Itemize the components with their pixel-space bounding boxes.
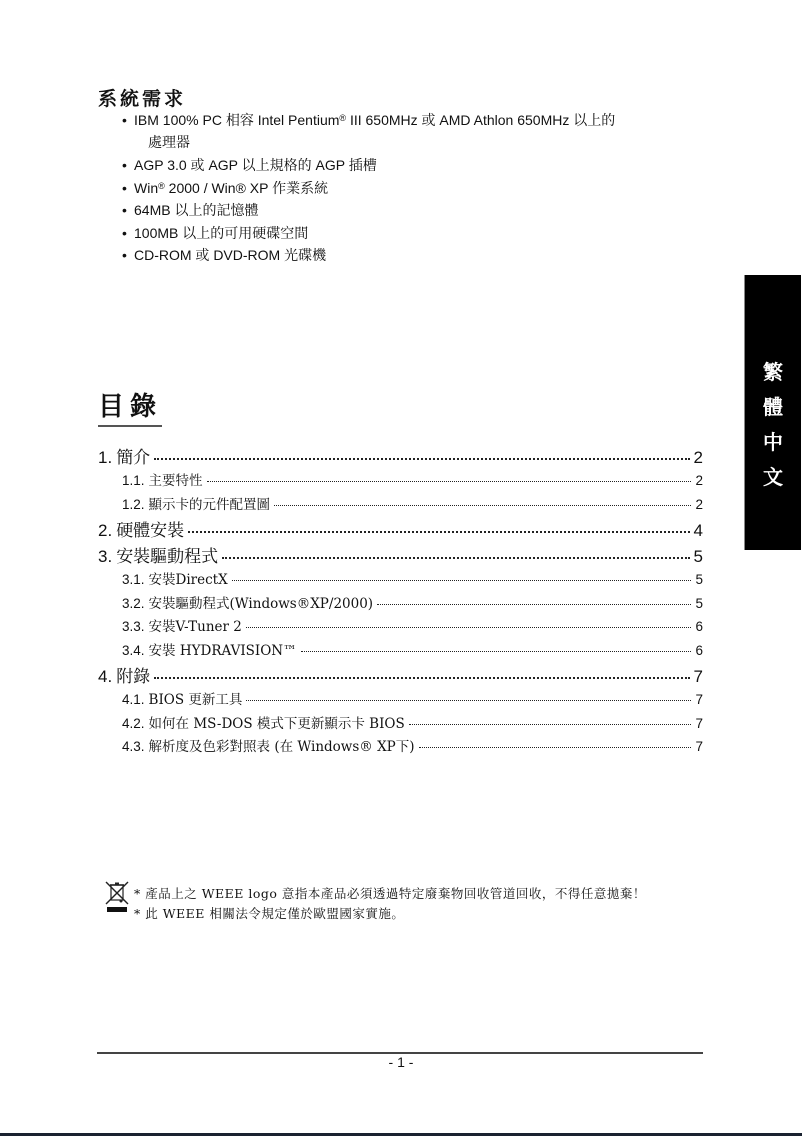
side-tab-char: 體 — [763, 395, 783, 419]
toc-entry-title: 安裝DirectX — [148, 572, 228, 588]
toc-entry[interactable]: 3.1. 安裝DirectX 5 — [98, 568, 703, 592]
dot-leader — [154, 676, 689, 679]
toc-page-number: 2 — [695, 473, 703, 488]
table-of-contents — [98, 443, 703, 759]
side-tab-char: 文 — [763, 465, 783, 489]
toc-entry-title: 主要特性 — [148, 473, 203, 489]
requirement-item: • AGP 3.0 或 AGP 以上規格的 AGP 插槽 — [122, 154, 615, 177]
toc-entry-title: 附錄 — [116, 667, 151, 687]
toc-entry-title: 安裝 HYDRAVISION™ — [148, 642, 297, 659]
toc-entry[interactable]: 4.2. 如何在 MS-DOS 模式下更新顯示卡 BIOS 7 — [98, 712, 703, 736]
toc-page-number: 4 — [693, 521, 703, 540]
dot-leader — [301, 650, 691, 652]
requirement-item: • IBM 100% PC 相容 Intel Pentium® III 650MHz 或 AMD Athlon 650MHz 以上的 — [122, 109, 615, 132]
requirements-title: 系統需求 — [98, 88, 187, 110]
side-tab-char: 中 — [763, 430, 783, 454]
toc-entry[interactable]: 1.1. 主要特性 2 — [98, 469, 703, 493]
dot-leader — [409, 723, 691, 725]
weee-notice-line: * 產品上之 WEEE logo 意指本產品必須透過特定廢棄物回收管道回收，不得任意拋棄！ — [134, 886, 646, 901]
toc-page-number: 7 — [695, 739, 703, 754]
toc-entry[interactable]: 4.3. 解析度及色彩對照表 (在 Windows® XP下) 7 — [98, 735, 703, 759]
toc-entry-title: 如何在 MS-DOS 模式下更新顯示卡 BIOS — [148, 715, 405, 732]
language-side-tab — [744, 275, 801, 550]
crossed-out-wheelie-bin-icon — [104, 880, 130, 914]
toc-entry-title: 解析度及色彩對照表 (在 Windows® XP下) — [148, 739, 415, 755]
dot-leader — [377, 603, 691, 605]
toc-entry-title: BIOS 更新工具 — [148, 692, 243, 708]
toc-page-number: 7 — [695, 692, 703, 707]
toc-entry[interactable]: 1.2. 顯示卡的元件配置圖 2 — [98, 493, 703, 517]
toc-entry-title: 安裝驅動程式 — [116, 547, 219, 567]
toc-entry[interactable]: 3. 安裝驅動程式 5 — [98, 542, 703, 568]
requirements-list — [122, 109, 615, 267]
weee-notice — [134, 884, 646, 924]
dot-leader — [246, 699, 691, 701]
dot-leader — [232, 579, 691, 581]
side-tab-char: 繁 — [763, 360, 783, 384]
toc-entry[interactable]: 4. 附錄 7 — [98, 662, 703, 688]
dot-leader — [246, 626, 691, 628]
toc-page-number: 5 — [695, 595, 703, 611]
toc-entry[interactable]: 3.4. 安裝 HYDRAVISION™ 6 — [98, 639, 703, 663]
toc-entry[interactable]: 4.1. BIOS 更新工具 7 — [98, 688, 703, 712]
toc-page-number: 7 — [695, 715, 703, 731]
requirement-item: • 100MB 以上的可用硬碟空間 — [122, 222, 615, 245]
toc-page-number: 5 — [695, 572, 703, 587]
toc-page-number: 6 — [695, 619, 703, 634]
toc-entry[interactable]: 3.2. 安裝驅動程式(Windows®XP/2000) 5 — [98, 592, 703, 616]
registered-mark: ® — [339, 113, 347, 123]
toc-page-number: 2 — [695, 496, 703, 512]
toc-entry-title: 安裝V-Tuner 2 — [148, 619, 242, 635]
requirement-item: • 64MB 以上的記憶體 — [122, 199, 615, 222]
toc-page-number: 6 — [695, 642, 703, 658]
requirement-item: • Win® 2000 / Win® XP 作業系統 — [122, 177, 615, 200]
toc-entry-title: 顯示卡的元件配置圖 — [148, 496, 271, 513]
weee-notice-line: * 此 WEEE 相關法令規定僅於歐盟國家實施。 — [134, 906, 405, 921]
requirement-item-continuation: 處理器 — [148, 134, 190, 151]
dot-leader — [207, 480, 691, 482]
toc-page-number: 5 — [693, 547, 703, 566]
toc-entry-title: 安裝驅動程式(Windows®XP/2000) — [148, 595, 374, 612]
requirement-item: • CD-ROM 或 DVD-ROM 光碟機 — [122, 244, 615, 267]
toc-entry[interactable]: 3.3. 安裝V-Tuner 2 6 — [98, 615, 703, 639]
dot-leader — [222, 556, 689, 559]
toc-entry[interactable]: 1. 簡介 2 — [98, 443, 703, 469]
dot-leader — [274, 504, 691, 506]
dot-leader — [419, 746, 691, 748]
toc-entry[interactable]: 2. 硬體安裝 4 — [98, 516, 703, 542]
dot-leader — [154, 457, 689, 460]
toc-entry-title: 簡介 — [116, 448, 151, 468]
registered-mark: ® — [158, 180, 165, 191]
toc-page-number: 2 — [693, 448, 703, 467]
toc-entry-title: 硬體安裝 — [116, 521, 185, 541]
dot-leader — [188, 530, 689, 533]
toc-page-number: 7 — [693, 667, 703, 686]
toc-title: 目錄 — [98, 386, 162, 427]
page-number: - 1 - — [388, 1054, 414, 1070]
